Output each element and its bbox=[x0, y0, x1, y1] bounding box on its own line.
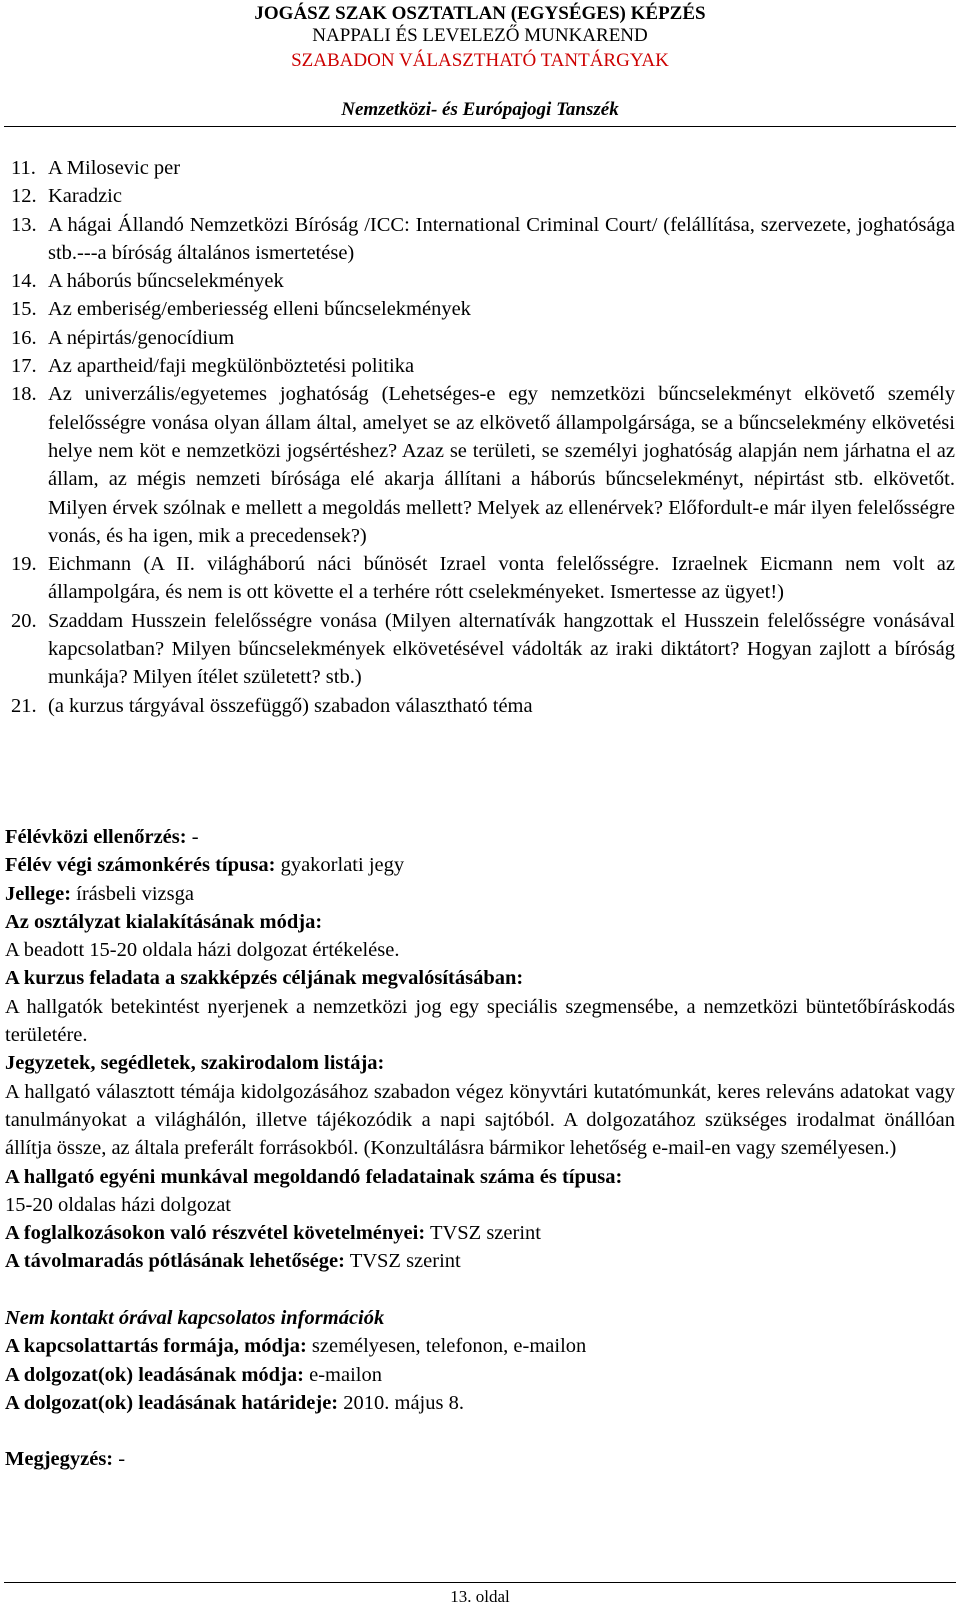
list-item bbox=[0, 211, 955, 268]
exam-type-line bbox=[5, 851, 955, 879]
submission-label: A dolgozat(ok) leadásának módja: bbox=[5, 1363, 304, 1386]
list-item-number: 14. bbox=[11, 270, 37, 293]
attendance-value: TVSZ szerint bbox=[425, 1222, 541, 1245]
list-item bbox=[0, 182, 955, 210]
midterm-check-line bbox=[5, 823, 955, 851]
student-tasks-label: A hallgató egyéni munkával megoldandó feladatainak száma és típusa: bbox=[5, 1165, 623, 1188]
exam-type-value: gyakorlati jegy bbox=[275, 854, 405, 877]
contact-value: személyesen, telefonon, e-mailon bbox=[306, 1335, 587, 1358]
exam-character-value: írásbeli vizsga bbox=[71, 882, 194, 905]
non-contact-heading: Nem kontakt órával kapcsolatos információk bbox=[5, 1307, 385, 1329]
footer-divider bbox=[4, 1582, 956, 1583]
header-work-schedule: NAPPALI ÉS LEVELEZŐ MUNKAREND bbox=[312, 25, 648, 46]
attendance-line bbox=[5, 1219, 955, 1247]
grading-value: A beadott 15-20 oldala házi dolgozat értékelése. bbox=[5, 939, 400, 962]
note-label: Megjegyzés: bbox=[5, 1448, 114, 1470]
page-number: 13. oldal bbox=[450, 1587, 510, 1606]
literature-value: A hallgató választott témája kidolgozásához szabadon végez könyvtári kutatómunkát, keres releváns adatokat vagy tanulmányokat a világhálón, illetve tájékozódik a napi sajtóból. A dolgozatához szükséges irodalmat önállóan állítja össze, az általa preferált forrásokból. (Konzultálásra bármikor lehetőség e-mail-en vagy személyesen.) bbox=[5, 1080, 955, 1160]
deadline-line bbox=[5, 1389, 955, 1417]
list-item-text: Az univerzális/egyetemes joghatóság (Lehetséges-e egy nemzetközi bűncselekményt elkövető személy felelősségre vonása olyan állam által, amelyet se az elkövető állampolgársága, se a bűncselekmény elkövetési helye nem köt e nemzetközi jogsértéshez? Azaz se területi, se személyi joghatóság alapján nem járhatna el az állam, az mégis nemzeti bírósága elé akarja állítani a háborús bűncselekményt, népirtást stb. elkövetőt. Milyen érvek szólnak e mellett a megoldás mellett? Melyek az ellenérvek? Előfordult-e már ilyen felelősségre vonás, és ha igen, mik a precedensek?) bbox=[48, 383, 955, 547]
list-item-text: A háborús bűncselekmények bbox=[48, 270, 284, 293]
list-item bbox=[0, 380, 955, 550]
list-item-number: 11. bbox=[11, 157, 36, 179]
list-item-number: 19. bbox=[11, 553, 37, 576]
list-item-text: Az emberiség/emberiesség elleni bűncselekmények bbox=[48, 298, 471, 321]
non-contact-section bbox=[5, 1304, 955, 1417]
grading-label: Az osztályzat kialakításának módja: bbox=[5, 910, 323, 933]
list-item-number: 15. bbox=[11, 298, 37, 321]
submission-line bbox=[5, 1361, 955, 1389]
note-value: - bbox=[113, 1448, 126, 1470]
student-tasks-value: 15-20 oldalas házi dolgozat bbox=[5, 1193, 232, 1216]
exam-character-label: Jellege: bbox=[5, 882, 72, 905]
department-name: Nemzetközi- és Európajogi Tanszék bbox=[341, 99, 619, 120]
midterm-check-label: Félévközi ellenőrzés: bbox=[5, 826, 187, 848]
list-item bbox=[0, 154, 955, 182]
list-item bbox=[0, 692, 955, 720]
list-item bbox=[0, 295, 955, 323]
deadline-value: 2010. május 8. bbox=[338, 1391, 464, 1414]
absence-label: A távolmaradás pótlásának lehetősége: bbox=[5, 1250, 345, 1273]
topic-list bbox=[0, 154, 955, 720]
course-goal-value: A hallgatók betekintést nyerjenek a nemzetközi jog egy speciális szegmensébe, a nemzetközi büntetőbíráskodás területére. bbox=[5, 995, 955, 1047]
list-item-text: Eichmann (A II. világháború náci bűnösét Izrael vonta felelősségre. Izraelnek Eicmann nem volt az állampolgára, és nem is ott követte el a terhére rótt cselekményeket. Ismertesse az ügyet!) bbox=[48, 553, 955, 604]
list-item bbox=[0, 324, 955, 352]
list-item-text: Karadzic bbox=[48, 185, 122, 208]
course-goal-label: A kurzus feladata a szakképzés céljának megvalósításában: bbox=[5, 967, 524, 990]
list-item-text: (a kurzus tárgyával összefüggő) szabadon választható téma bbox=[48, 694, 533, 717]
header-program-title: JOGÁSZ SZAK OSZTATLAN (EGYSÉGES) KÉPZÉS bbox=[254, 3, 706, 24]
list-item-text: A népirtás/genocídium bbox=[48, 326, 235, 349]
midterm-check-value: - bbox=[186, 826, 199, 848]
absence-line bbox=[5, 1247, 955, 1275]
list-item bbox=[0, 352, 955, 380]
list-item bbox=[0, 550, 955, 607]
list-item-text: Az apartheid/faji megkülönböztetési politika bbox=[48, 355, 415, 378]
header-elective-courses: SZABADON VÁLASZTHATÓ TANTÁRGYAK bbox=[291, 50, 669, 71]
submission-value: e-mailon bbox=[303, 1363, 382, 1386]
list-item-text: A hágai Állandó Nemzetközi Bíróság /ICC: International Criminal Court/ (felállítása, szervezete, joghatósága stb.---a bíróság általános ismertetése) bbox=[48, 213, 955, 264]
exam-character-line bbox=[5, 880, 955, 908]
note-section bbox=[5, 1445, 955, 1473]
exam-type-label: Félév végi számonkérés típusa: bbox=[5, 854, 276, 877]
header-divider bbox=[4, 126, 956, 127]
literature-label: Jegyzetek, segédletek, szakirodalom listája: bbox=[5, 1052, 385, 1075]
list-item-number: 13. bbox=[11, 213, 37, 236]
list-item-text: A Milosevic per bbox=[48, 157, 181, 179]
list-item-number: 20. bbox=[11, 609, 37, 632]
deadline-label: A dolgozat(ok) leadásának határideje: bbox=[5, 1391, 339, 1414]
list-item-number: 16. bbox=[11, 326, 37, 349]
contact-label: A kapcsolattartás formája, módja: bbox=[5, 1335, 307, 1358]
list-item bbox=[0, 607, 955, 692]
note-line bbox=[5, 1445, 955, 1473]
contact-line bbox=[5, 1332, 955, 1360]
absence-value: TVSZ szerint bbox=[344, 1250, 461, 1273]
list-item bbox=[0, 267, 955, 295]
list-item-number: 18. bbox=[11, 383, 37, 406]
list-item-number: 12. bbox=[11, 185, 37, 208]
attendance-label: A foglalkozásokon való részvétel követelményei: bbox=[5, 1222, 426, 1245]
course-info-section bbox=[5, 823, 955, 1276]
list-item-number: 21. bbox=[11, 694, 37, 717]
list-item-number: 17. bbox=[11, 355, 37, 378]
list-item-text: Szaddam Husszein felelősségre vonása (Milyen alternatívák hangzottak el Husszein felelősségre vonásával kapcsolatban? Milyen bűncselekmények elkövetésével vádolták az iraki diktátort? Hogyan zajlott a bíróság munkája? Milyen ítélet született? stb.) bbox=[48, 609, 955, 689]
